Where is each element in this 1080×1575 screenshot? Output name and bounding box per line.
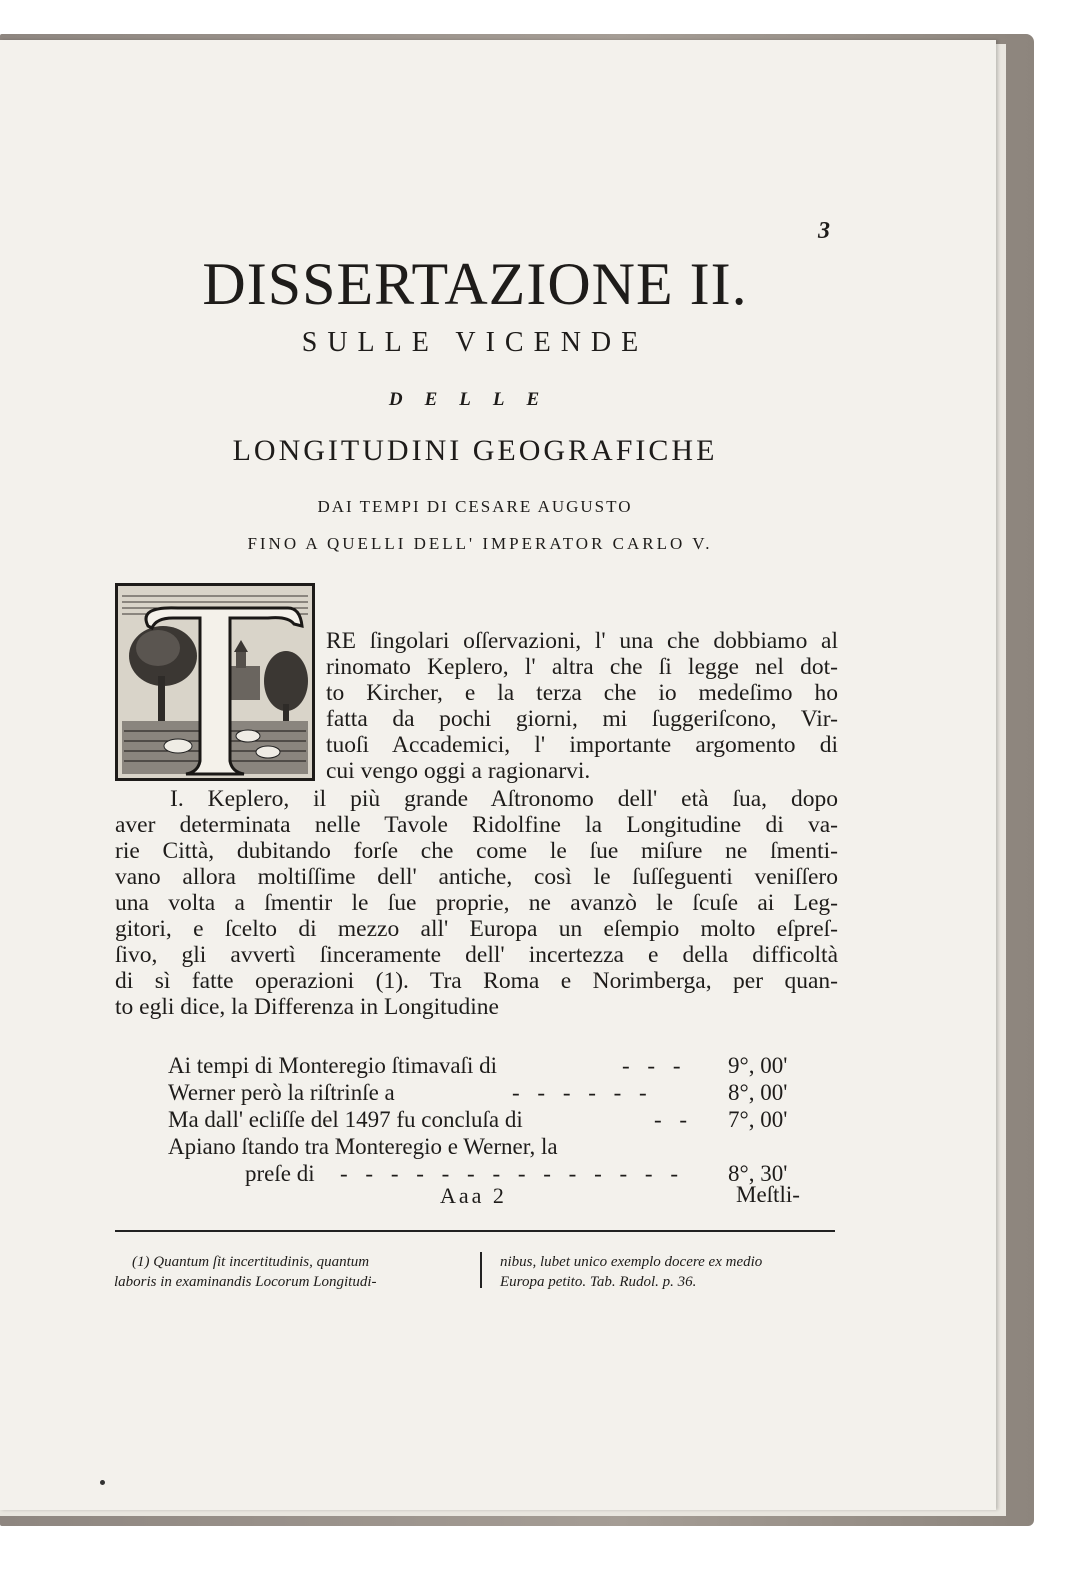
table-row-value: 7°, 00': [728, 1107, 788, 1132]
table-row: [0, 1052, 840, 1079]
table-row: [0, 1079, 840, 1106]
signature-mark: Aaa 2: [440, 1183, 507, 1208]
table-row-label: Apiano ſtando tra Monteregio e Werner, la: [168, 1134, 558, 1159]
footnote-divider: [480, 1252, 482, 1288]
catchword: Meſtli-: [736, 1182, 800, 1207]
footnote-right-line-2: Europa petito. Tab. Rudol. p. 36.: [500, 1274, 697, 1290]
page-subtitle: SULLE VICENDE: [301, 327, 649, 358]
book-page: [0, 40, 996, 1510]
body-line: RE ſingolari oſſervazioni, l' una che dobbiamo al: [326, 628, 838, 654]
body-line: di sì fatte operazioni (1). Tra Roma e Norimberga, per quan-: [115, 968, 838, 994]
page-title: DISSERTAZIONE II.: [202, 251, 748, 317]
body-line: una volta a ſmentir le ſue proprie, ne avanzò le ſcuſe ai Leg-: [115, 890, 838, 916]
body-line: rinomato Keplero, l' altra che ſi legge nel dot-: [326, 654, 838, 680]
table-row-leader: - - -: [622, 1053, 687, 1078]
page-number: 3: [818, 218, 830, 244]
body-line: vano allora moltiſſime dell' antiche, così le ſuſſeguenti veniſſero: [115, 864, 838, 890]
ink-speck: [100, 1480, 105, 1485]
footnote-right-line-1: nibus, lubet unico exemplo docere ex medio: [500, 1254, 763, 1270]
body-line: to Kircher, e la terza che io medeſimo ho: [326, 680, 838, 706]
table-row-label: Ai tempi di Monteregio ſtimavaſi di: [168, 1053, 497, 1078]
table-row-leader: - - - - - -: [512, 1080, 653, 1105]
table-row: [0, 1133, 840, 1160]
body-line: rie Città, dubitando forſe che come le ſue miſure ne ſmenti-: [115, 838, 838, 864]
title-topic: LONGITUDINI GEOGRAFICHE: [232, 434, 718, 467]
subheading-1: DAI TEMPI DI CESARE AUGUSTO: [317, 497, 633, 516]
footnote-left-line-1: (1) Quantum ſit incertitudinis, quantum: [132, 1254, 370, 1270]
body-line: fatta da pochi giorni, mi ſuggeriſcono, Vir-: [326, 706, 838, 732]
body-line: cui vengo oggi a ragionarvi.: [326, 758, 591, 784]
table-row-value: 8°, 30': [728, 1161, 788, 1186]
table-row-label: Werner però la riſtrinſe a: [168, 1080, 395, 1105]
footnote-left-line-2: laboris in examinandis Locorum Longitudi-: [114, 1274, 377, 1290]
table-row-label: preſe di: [245, 1161, 315, 1186]
table-row: [0, 1106, 840, 1133]
table-row-leader: - -: [654, 1107, 694, 1132]
table-row-label: Ma dall' ecliſſe del 1497 fu concluſa di: [168, 1107, 523, 1132]
title-conjunction: DELLE: [388, 389, 562, 410]
body-line: gitori, e ſcelto di mezzo all' Europa un eſempio molto eſpreſ-: [115, 916, 838, 942]
body-line: tuoſi Accademici, l' importante argomento di: [326, 732, 838, 758]
body-line: to egli dice, la Differenza in Longitudine: [115, 994, 499, 1020]
subheading-2: FINO A QUELLI DELL' IMPERATOR CARLO V.: [247, 534, 713, 553]
body-line: I. Keplero, il più grande Aſtronomo dell' età ſua, dopo: [170, 786, 838, 812]
table-row-leader: - - - - - - - - - - - - - -: [340, 1161, 684, 1186]
table-row-value: 8°, 00': [728, 1080, 788, 1105]
table-row: [0, 1160, 840, 1187]
body-line: ſivo, gli avvertì ſinceramente dell' incertezza e della difficoltà: [115, 942, 838, 968]
decorated-initial: [115, 583, 315, 781]
table-row-value: 9°, 00': [728, 1053, 788, 1078]
footnote-rule: [115, 1230, 835, 1232]
woodcut-illustration: [118, 586, 312, 778]
body-line: aver determinata nelle Tavole Ridolfine la Longitudine di va-: [115, 812, 838, 838]
